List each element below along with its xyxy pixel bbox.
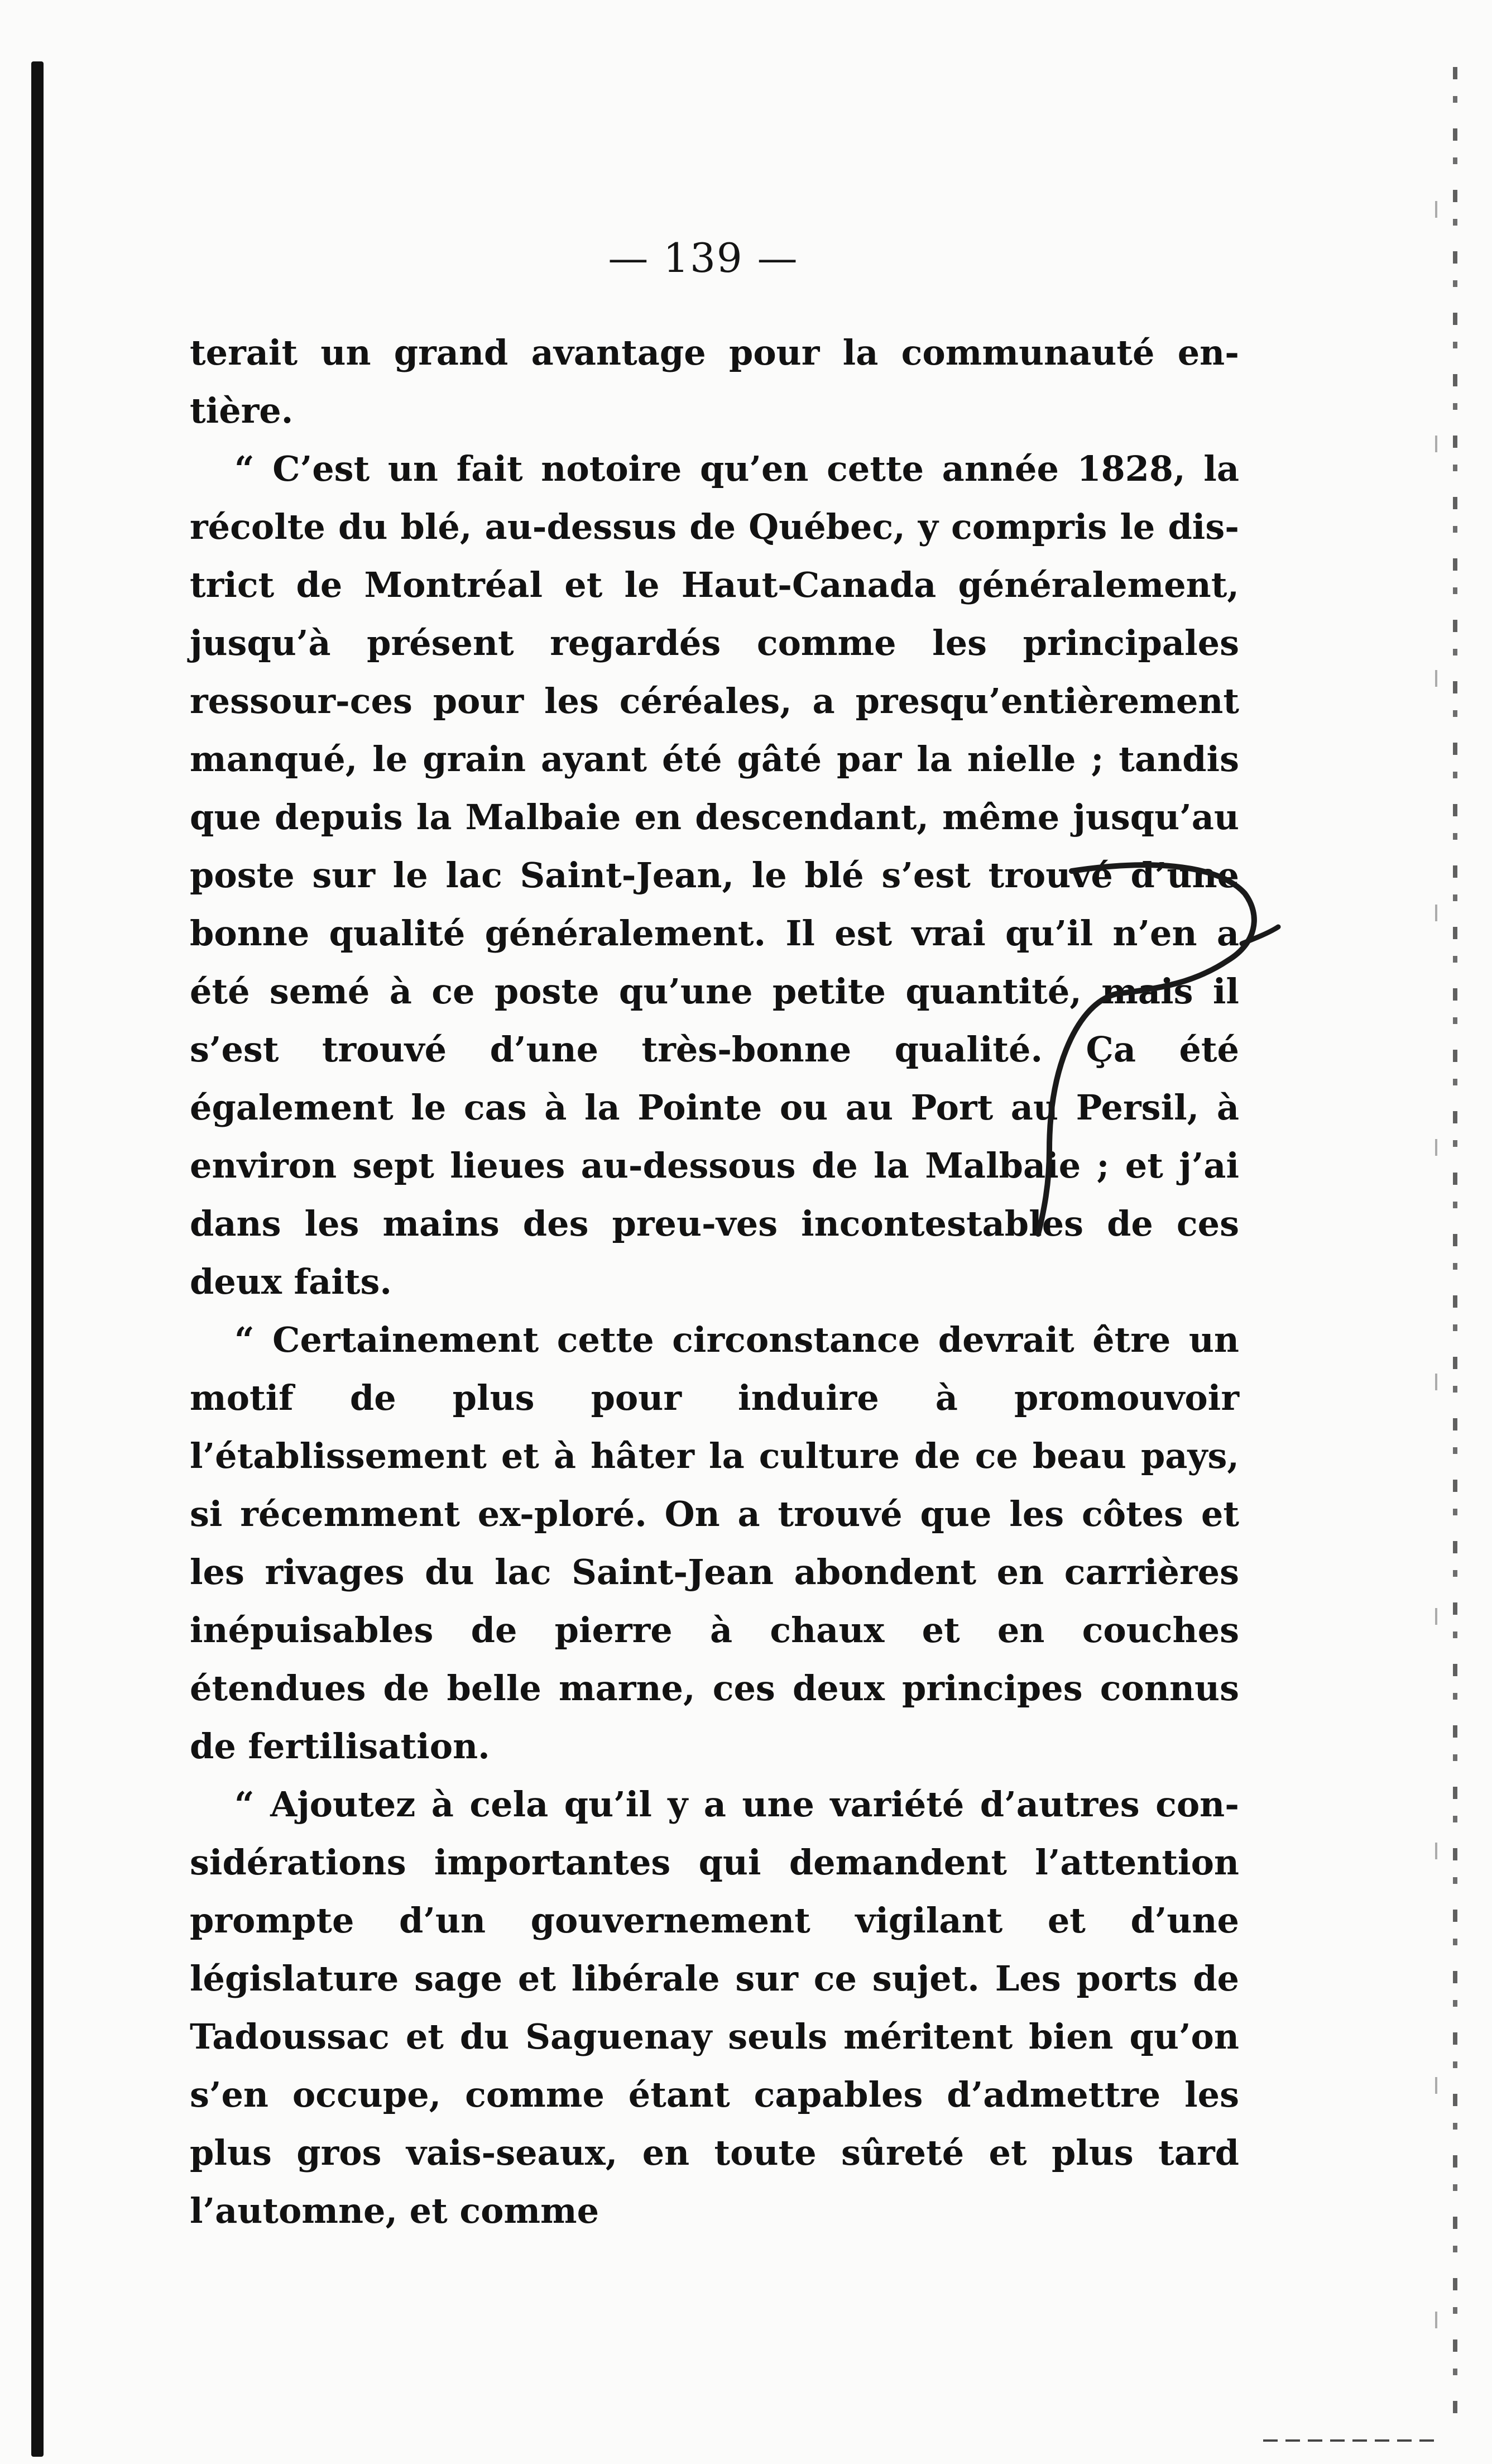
page-edge-marks (1453, 67, 1457, 2429)
paragraph-1: terait un grand avantage pour la communauté en-tière. (190, 332, 1239, 431)
binding-edge (31, 61, 44, 2457)
body-text (190, 324, 1239, 2240)
paragraph-2: “ C’est un fait notoire qu’en cette année 1828, la récolte du blé, au-dessus de Québec, y compris le dis-trict de Montréal et le Haut-Canada généralement, jusqu’à présent regardés comme les principales ressour-ces pour les céréales, a presqu’entièrement manqué, le grain ayant été gâté par la nielle ; tandis que depuis la Malbaie en descendant, même jusqu’au poste sur le lac Saint-Jean, le blé s’est trouvé d’une bonne qualité généralement. Il est vrai qu’il n’en a été semé à ce poste qu’une petite quantité, mais il s’est trouvé d’une très-bonne qualité. Ça été également le cas à la Pointe ou au Port au Persil, à environ sept lieues au-dessous de la Malbaie ; et j’ai dans les mains des preu-ves incontestables de ces deux faits. (190, 448, 1239, 1302)
page-edge-specks (1435, 101, 1437, 2390)
page-number: — 139 — (608, 235, 799, 281)
paragraph-4: “ Ajoutez à cela qu’il y a une variété d’autres con-sidérations importantes qui demandent l’attention prompte d’un gouvernement vigilant et d’une législature sage et libérale sur ce sujet. Les ports de Tadoussac et du Saguenay seuls méritent bien qu’on s’en occupe, comme étant capables d’admettre les plus gros vais-seaux, en toute sûreté et plus tard l’automne, et comme (190, 1784, 1239, 2231)
paragraph-3: “ Certainement cette circonstance devrait être un motif de plus pour induire à promouvoir l’établissement et à hâter la culture de ce beau pays, si récemment ex-ploré. On a trouvé que les côtes et les rivages du lac Saint-Jean abondent en carrières inépuisables de pierre à chaux et en couches étendues de belle marne, ces deux principes connus de fertilisation. (190, 1319, 1239, 1767)
bottom-edge-marks (1263, 2439, 1442, 2442)
